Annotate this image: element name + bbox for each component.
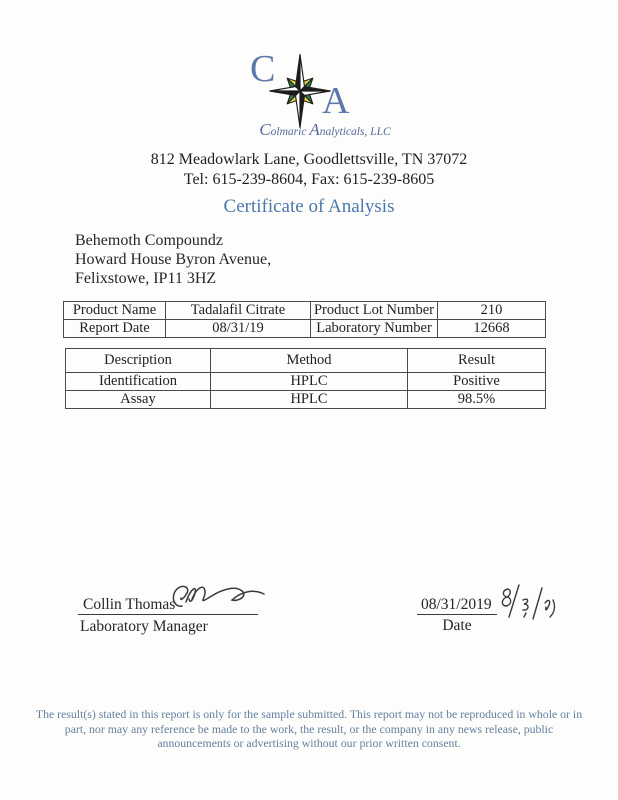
table-row xyxy=(66,373,546,391)
disclaimer-text xyxy=(0,707,618,751)
recipient-city: Felixstowe, IP11 3HZ xyxy=(75,270,217,287)
script-initial-c: C xyxy=(259,120,271,139)
lab-number-label: Laboratory Number xyxy=(311,320,438,338)
company-name-script xyxy=(210,120,440,140)
handwritten-signature xyxy=(168,582,268,617)
document-title: Certificate of Analysis xyxy=(223,196,395,217)
script-part1: olmaric xyxy=(270,126,310,138)
assay-label: Assay xyxy=(66,391,211,409)
product-name-label: Product Name xyxy=(64,302,166,320)
recipient-street: Howard House Byron Avenue, xyxy=(75,251,272,268)
report-date-label: Report Date xyxy=(64,320,166,338)
lot-number-value: 210 xyxy=(438,302,546,320)
signatory-name: Collin Thomas xyxy=(83,596,176,613)
header-result: Result xyxy=(408,349,546,373)
table-row xyxy=(64,302,546,320)
company-address xyxy=(0,150,618,190)
signature-line xyxy=(78,614,258,615)
company-logo xyxy=(240,42,410,147)
disclaimer-line2: part, nor may any reference be made to the work, the result, or the company in any news release, public xyxy=(64,721,554,736)
table-row xyxy=(64,320,546,338)
logo-letter-c: C xyxy=(250,48,276,90)
product-name-value: Tadalafil Citrate xyxy=(166,302,311,320)
identification-result: Positive xyxy=(408,373,546,391)
report-date-value: 08/31/19 xyxy=(166,320,311,338)
lab-number-value: 12668 xyxy=(438,320,546,338)
signatory-role: Laboratory Manager xyxy=(80,618,208,635)
header-method: Method xyxy=(211,349,408,373)
disclaimer-line3: announcements or advertising without our prior written consent. xyxy=(157,736,461,751)
date-label: Date xyxy=(442,617,472,634)
table-row xyxy=(66,391,546,409)
identification-method: HPLC xyxy=(211,373,408,391)
product-info-table xyxy=(63,301,546,338)
assay-result: 98.5% xyxy=(408,391,546,409)
handwritten-date xyxy=(498,582,560,620)
logo-letter-a: A xyxy=(322,80,350,122)
date-line xyxy=(417,614,497,615)
identification-label: Identification xyxy=(66,373,211,391)
header-description: Description xyxy=(66,349,211,373)
lot-number-label: Product Lot Number xyxy=(311,302,438,320)
table-header-row xyxy=(66,349,546,373)
date-typed: 08/31/2019 xyxy=(421,596,492,613)
script-part2: nalyticals, LLC xyxy=(319,126,391,138)
script-initial-a: A xyxy=(309,120,320,139)
results-table xyxy=(65,348,546,409)
disclaimer-line1: The result(s) stated in this report is only for the sample submitted. This report may not be reproduced in whole or in xyxy=(35,707,583,721)
recipient-address xyxy=(75,231,271,288)
address-line1: 812 Meadowlark Lane, Goodlettsville, TN 37072 xyxy=(150,151,468,168)
address-line2: Tel: 615-239-8604, Fax: 615-239-8605 xyxy=(183,171,435,188)
recipient-name: Behemoth Compoundz xyxy=(75,232,223,249)
assay-method: HPLC xyxy=(211,391,408,409)
